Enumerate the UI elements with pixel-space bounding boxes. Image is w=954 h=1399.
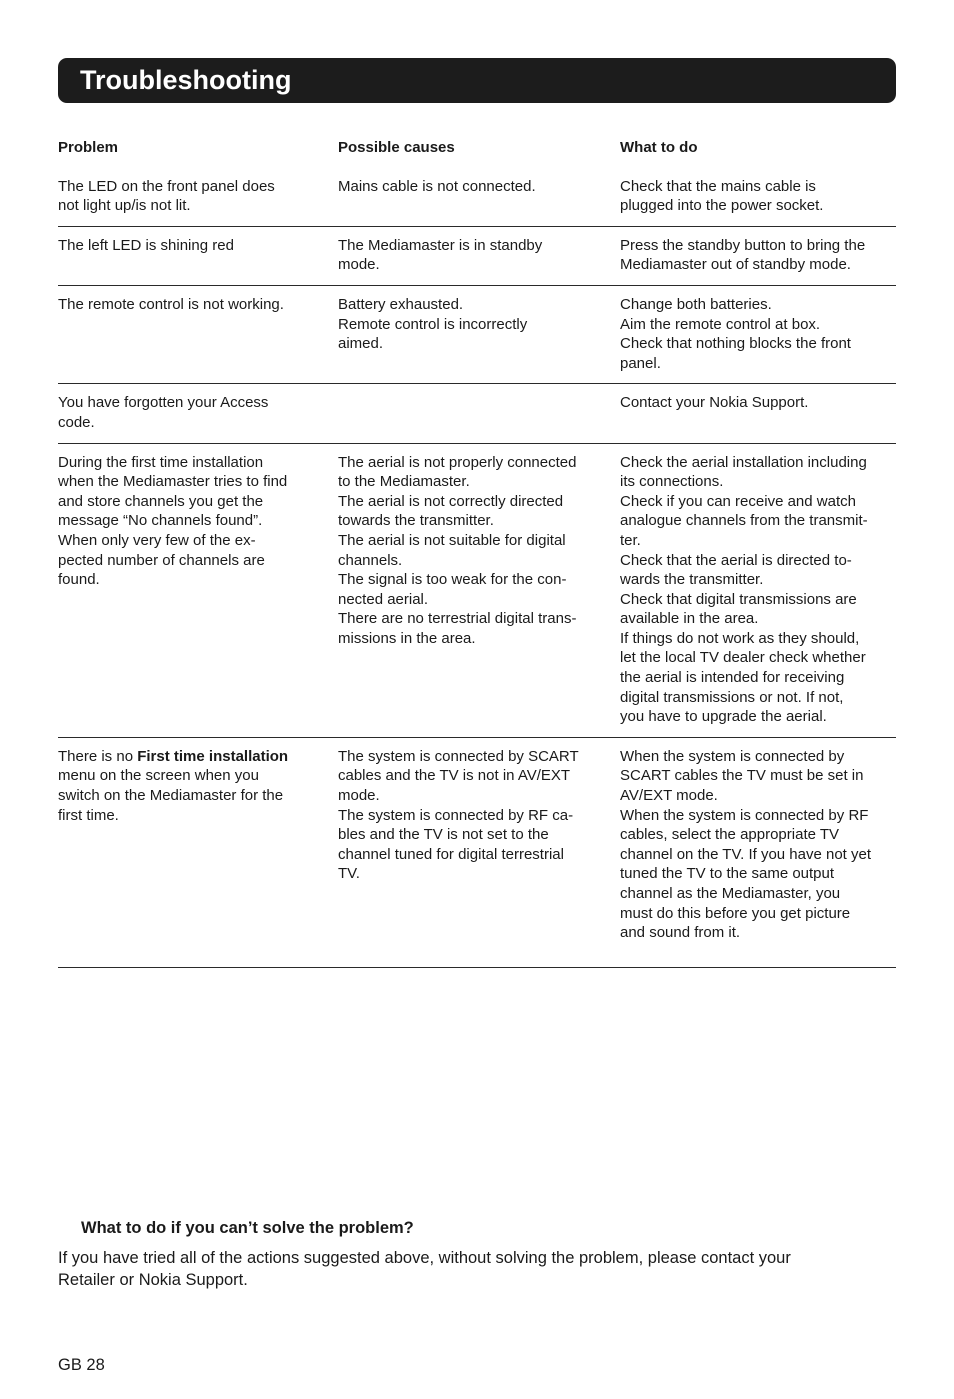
problem-line: You have forgotten your Access: [58, 394, 269, 412]
problem-line: when the Mediamaster tries to find: [58, 473, 288, 491]
todo-line: analogue channels from the transmit-: [620, 512, 868, 530]
cause-line: TV.: [338, 865, 360, 883]
page-number: GB 28: [58, 1356, 105, 1374]
cause-line: Remote control is incorrectly: [338, 315, 528, 333]
page-title: Troubleshooting: [80, 65, 292, 95]
todo-cell: [620, 393, 896, 432]
todo-line: wards the transmitter.: [620, 571, 764, 589]
header-causes: Possible causes: [338, 139, 455, 156]
todo-line: and sound from it.: [620, 924, 741, 942]
todo-line: you have to upgrade the aerial.: [620, 708, 827, 726]
problem-line: The left LED is shining red: [58, 236, 234, 254]
todo-line: When the system is connected by: [620, 747, 845, 765]
cause-line: to the Mediamaster.: [338, 473, 470, 491]
header-todo: What to do: [620, 139, 698, 156]
todo-line: If things do not work as they should,: [620, 629, 860, 647]
table-row: [58, 384, 896, 443]
problem-cell: [58, 747, 338, 943]
todo-line: Mediamaster out of standby mode.: [620, 256, 851, 274]
todo-line: channel as the Mediamaster, you: [620, 885, 841, 902]
problem-cell: [58, 236, 338, 275]
table-row: [58, 286, 896, 384]
todo-line: digital transmissions or not. If not,: [620, 688, 844, 706]
todo-line: Check that digital transmissions are: [620, 590, 857, 608]
todo-line: must do this before you get picture: [620, 904, 851, 922]
cause-line: channel tuned for digital terrestrial: [338, 845, 564, 863]
todo-cell: [620, 453, 896, 727]
todo-line: panel.: [620, 354, 661, 372]
help-body-line: Retailer or Nokia Support.: [58, 1271, 248, 1289]
todo-line: available in the area.: [620, 610, 759, 628]
cause-line: nected aerial.: [338, 590, 429, 608]
todo-cell: [620, 747, 896, 943]
problem-line: and store channels you get the: [58, 492, 264, 510]
problem-line: The remote control is not working.: [58, 295, 284, 313]
problem-line: message “No channels found”.: [58, 512, 263, 530]
problem-line: found.: [58, 571, 100, 589]
cause-line: towards the transmitter.: [338, 512, 494, 530]
todo-line: Check that nothing blocks the front: [620, 335, 851, 353]
todo-line: AV/EXT mode.: [620, 787, 718, 805]
problem-line: pected number of channels are: [58, 551, 265, 569]
table-row: [58, 227, 896, 286]
todo-line: Press the standby button to bring the: [620, 236, 866, 254]
causes-cell: [338, 453, 620, 727]
cause-line: Battery exhausted.: [338, 295, 464, 313]
todo-line: ter.: [620, 531, 641, 549]
problem-cell: [58, 453, 338, 727]
todo-line: Change both batteries.: [620, 295, 772, 313]
table-row: [58, 177, 896, 227]
problem-line: menu on the screen when you: [58, 767, 259, 785]
cause-line: mode.: [338, 787, 380, 805]
cause-line: The aerial is not correctly directed: [338, 492, 564, 510]
todo-line: let the local TV dealer check whether: [620, 649, 866, 667]
cause-line: The system is connected by RF ca-: [338, 806, 574, 824]
todo-line: Contact your Nokia Support.: [620, 394, 809, 412]
problem-line: When only very few of the ex-: [58, 531, 256, 549]
table-header-row: [58, 138, 896, 177]
todo-line: cables, select the appropriate TV: [620, 826, 840, 844]
problem-line: During the first time installation: [58, 453, 264, 471]
todo-line: its connections.: [620, 473, 724, 491]
causes-cell: [338, 747, 620, 943]
cause-line: The aerial is not properly connected: [338, 453, 577, 471]
problem-cell: [58, 393, 338, 432]
todo-line: tuned the TV to the same output: [620, 865, 835, 883]
todo-line: SCART cables the TV must be set in: [620, 767, 864, 785]
todo-cell: [620, 177, 896, 216]
todo-line: Check that the mains cable is: [620, 177, 816, 195]
causes-cell: [338, 393, 620, 432]
todo-line: When the system is connected by RF: [620, 806, 869, 824]
table-row: [58, 738, 896, 968]
cause-line: cables and the TV is not in AV/EXT: [338, 767, 571, 785]
todo-line: Check if you can receive and watch: [620, 492, 856, 510]
cause-line: missions in the area.: [338, 629, 476, 647]
problem-cell: [58, 177, 338, 216]
problem-bold-term: First time installation: [137, 747, 289, 765]
cause-line: There are no terrestrial digital trans-: [338, 610, 577, 628]
header-problem: Problem: [58, 139, 119, 156]
todo-cell: [620, 236, 896, 275]
problem-line: [58, 747, 332, 767]
todo-line: the aerial is intended for receiving: [620, 669, 845, 687]
problem-line: first time.: [58, 806, 119, 824]
todo-cell: [620, 295, 896, 373]
cause-line: Mains cable is not connected.: [338, 177, 536, 195]
cause-line: mode.: [338, 256, 380, 274]
cause-line: The aerial is not suitable for digital: [338, 531, 566, 549]
cause-line: The system is connected by SCART: [338, 747, 579, 765]
causes-cell: [338, 236, 620, 275]
cause-line: channels.: [338, 551, 403, 569]
cause-line: The signal is too weak for the con-: [338, 571, 567, 589]
causes-cell: [338, 295, 620, 373]
problem-line: switch on the Mediamaster for the: [58, 787, 284, 805]
problem-line: The LED on the front panel does: [58, 177, 275, 195]
todo-line: channel on the TV. If you have not yet: [620, 845, 872, 863]
todo-line: plugged into the power socket.: [620, 197, 824, 215]
help-body: [58, 1247, 908, 1291]
troubleshooting-table: [58, 138, 896, 968]
todo-line: Aim the remote control at box.: [620, 315, 821, 333]
todo-line: Check the aerial installation including: [620, 453, 867, 471]
help-heading: What to do if you can’t solve the problem?: [81, 1219, 414, 1237]
cause-line: aimed.: [338, 335, 384, 353]
problem-line: not light up/is not lit.: [58, 197, 191, 215]
cause-line: The Mediamaster is in standby: [338, 236, 543, 254]
help-body-line: If you have tried all of the actions suggested above, without solving the problem, please contact your: [58, 1249, 791, 1267]
problem-prefix: There is no: [58, 747, 138, 765]
cause-line: bles and the TV is not set to the: [338, 826, 549, 844]
table-row: [58, 444, 896, 738]
causes-cell: [338, 177, 620, 216]
todo-line: Check that the aerial is directed to-: [620, 551, 852, 569]
problem-line: code.: [58, 413, 95, 431]
problem-cell: [58, 295, 338, 373]
title-bar: [58, 58, 896, 103]
